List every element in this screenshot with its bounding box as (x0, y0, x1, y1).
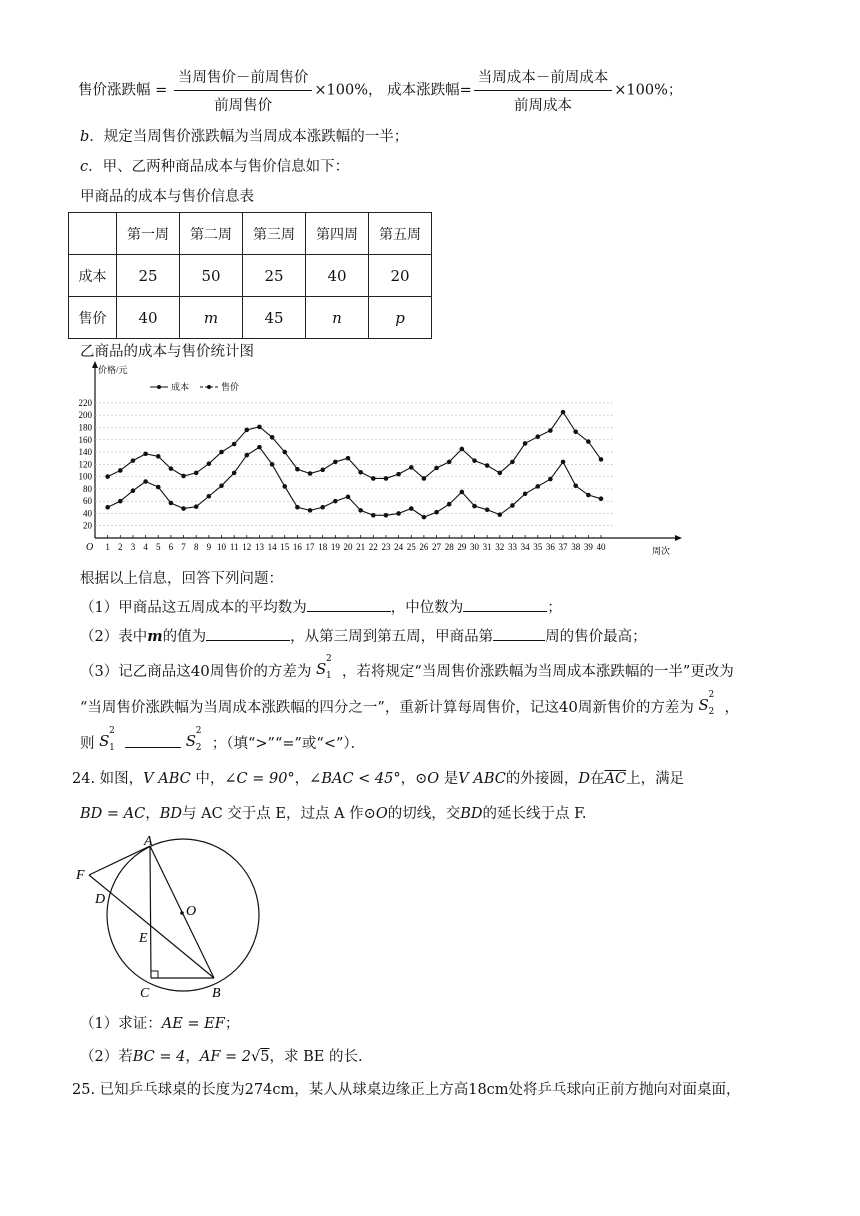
data-point (181, 506, 186, 511)
data-point (396, 511, 401, 516)
ratio-formula: 售价涨跌幅 = $\frac{\text{当周售价－前周售价}}{\text{前周售价}}$ ×100%， 成本涨跌幅= $\frac{\text{当周成本－前周成本}}{\text{前周成本}}$ ×100%； (78, 66, 682, 115)
y-tick-label: 140 (78, 447, 92, 458)
data-point (599, 457, 604, 462)
intro: 根据以上信息，回答下列问题： (80, 571, 283, 587)
answer-blank[interactable] (307, 611, 391, 612)
x-tick-label: 30 (470, 542, 479, 552)
x-tick-label: 4 (143, 542, 148, 552)
chart-title: 乙商品的成本与售价统计图 (80, 344, 254, 360)
data-point (434, 510, 439, 515)
variance-s1: S 2 1 (99, 726, 115, 753)
series-line-price (108, 412, 601, 478)
data-point (282, 450, 287, 455)
data-point (358, 508, 363, 513)
data-point (573, 484, 578, 489)
data-point (586, 493, 591, 498)
price-denominator: 前周售价 (214, 98, 273, 114)
table-cell: 第四周 (306, 213, 369, 255)
data-point (485, 463, 490, 468)
x-tick-label: 20 (343, 542, 353, 552)
x-tick-label: 26 (419, 542, 429, 552)
data-point (169, 501, 174, 506)
sqrt-5: √5 (251, 1049, 270, 1065)
data-point (105, 505, 110, 510)
data-point (219, 484, 224, 489)
data-point (371, 476, 376, 481)
variance-s2: S 2 2 (698, 690, 715, 717)
data-point (295, 467, 300, 472)
data-point (396, 472, 401, 477)
x-tick-label: 37 (558, 542, 568, 552)
table-cell (69, 213, 117, 255)
y-tick-label: 60 (83, 496, 92, 507)
data-point (498, 471, 503, 476)
answer-blank[interactable] (493, 640, 545, 641)
x-tick-label: 32 (495, 542, 505, 552)
cost-numerator: 当周成本－前周成本 (474, 66, 613, 91)
x-tick-label: 24 (394, 542, 404, 552)
x-axis-arrow (675, 535, 682, 541)
x-tick-label: 38 (571, 542, 581, 552)
x-tick-label: 21 (356, 542, 366, 552)
data-point (118, 468, 123, 473)
data-point (548, 477, 553, 482)
data-point (118, 499, 123, 504)
y-tick-label: 160 (78, 434, 92, 445)
table-cell: 第一周 (117, 213, 180, 255)
data-point (207, 461, 212, 466)
data-point (333, 499, 338, 504)
x-tick-label: 5 (156, 542, 161, 552)
x-tick-label: 9 (206, 542, 212, 552)
data-point (371, 513, 376, 518)
y-tick-label: 120 (78, 459, 92, 470)
y-tick-label: 220 (78, 397, 92, 408)
right-angle-mark (151, 971, 158, 978)
data-point (472, 504, 477, 509)
problem-24-q2: （2）若BC = 4，AF = 2√5，求 BE 的长. (80, 1049, 363, 1065)
table-row (69, 297, 432, 339)
center-point (180, 911, 184, 915)
data-point (169, 466, 174, 471)
label-f: F (76, 868, 85, 883)
y-axis-label: 价格/元 (98, 365, 128, 375)
label-e: E (139, 931, 148, 946)
x-tick-label: 19 (330, 542, 340, 552)
data-point (561, 460, 566, 465)
data-point (105, 474, 110, 479)
data-point (523, 491, 528, 496)
legend-label: 售价 (221, 382, 240, 392)
question-2: （2）表中m的值为 ，从第三周到第五周，甲商品第 周的售价最高； (80, 628, 647, 645)
percent-factor-2: ×100% (614, 82, 668, 99)
table-cell: p (369, 297, 432, 339)
cost-change-label: 成本涨跌幅= (387, 82, 472, 99)
x-tick-label: 29 (457, 542, 467, 552)
x-tick-label: 3 (130, 542, 136, 552)
data-point (156, 485, 161, 490)
data-point (422, 476, 427, 481)
question-3-line3: 则 S 2 1 S 2 2 ；（填“>”“=”或“<”）． (80, 726, 366, 753)
data-point (131, 458, 136, 463)
x-tick-label: 28 (444, 542, 454, 552)
series-line-cost (108, 447, 601, 517)
data-point (194, 504, 199, 509)
data-point (447, 502, 452, 507)
x-tick-label: 8 (193, 542, 199, 552)
data-point (346, 495, 351, 500)
data-point (498, 512, 503, 517)
data-point (308, 508, 313, 513)
y-tick-label: 80 (83, 483, 92, 494)
item-b: b．规定当周售价涨跌幅为当周成本涨跌幅的一半； (80, 129, 409, 145)
answer-blank[interactable] (206, 640, 290, 641)
data-point (257, 425, 262, 430)
data-point (232, 442, 237, 447)
data-point (308, 471, 313, 476)
x-tick-label: 10 (217, 542, 226, 552)
table-header-row (69, 213, 432, 255)
x-tick-label: 14 (267, 542, 277, 552)
data-point (472, 458, 477, 463)
question-3-line2: “当周售价涨跌幅为当周成本涨跌幅的四分之一”，重新计算每周售价，记这40周新售价的方差为 S 2 2 ， (80, 690, 740, 717)
table-cell: 50 (180, 255, 243, 297)
question-1: （1）甲商品这五周成本的平均数为 ，中位数为 ； (80, 600, 562, 616)
label-b: B (212, 986, 221, 1001)
label-o: O (186, 904, 197, 919)
geometry-figure (70, 835, 270, 1005)
arc-ac: $\overline{AC}$ (604, 771, 627, 787)
y-tick-label: 180 (78, 422, 92, 433)
table-cell: 40 (306, 255, 369, 297)
data-point (219, 450, 224, 455)
data-point (320, 505, 325, 510)
table-title: 甲商品的成本与售价信息表 (80, 189, 254, 205)
data-point (245, 428, 250, 433)
price-numerator: 当周售价－前周售价 (174, 66, 313, 91)
x-tick-label: 13 (254, 542, 264, 552)
tangent-af (89, 846, 150, 875)
label-c: C (140, 986, 150, 1001)
data-point (384, 476, 389, 481)
price-chart (70, 360, 690, 560)
x-tick-label: 11 (229, 542, 239, 552)
data-point (358, 470, 363, 475)
label-a: A (144, 835, 153, 849)
data-point (460, 490, 465, 495)
data-point (384, 513, 389, 518)
data-point (295, 505, 300, 510)
x-tick-label: 7 (181, 542, 186, 552)
data-point (207, 494, 212, 499)
x-tick-label: 12 (242, 542, 252, 552)
x-tick-label: 18 (318, 542, 328, 552)
data-point (561, 410, 566, 415)
data-point (156, 454, 161, 459)
table-cell: n (306, 297, 369, 339)
table-row (69, 255, 432, 297)
data-point (270, 462, 275, 467)
x-tick-label: 16 (292, 542, 302, 552)
y-tick-label: 100 (78, 471, 92, 482)
cost-denominator: 前周成本 (514, 98, 572, 114)
y-tick-label: 40 (83, 508, 92, 519)
problem-24-line2: BD = AC，BD与 AC 交于点 E，过点 A 作⊙O的切线，交BD的延长线于点 F. (80, 806, 587, 822)
data-point (270, 435, 275, 440)
data-point (510, 460, 515, 465)
x-tick-label: 2 (118, 542, 123, 552)
data-point (535, 484, 540, 489)
x-tick-label: 25 (406, 542, 416, 552)
cost-fraction (474, 66, 613, 115)
origin-label: O (86, 542, 94, 553)
variance-s2: S 2 2 (185, 726, 202, 753)
x-tick-label: 6 (168, 542, 174, 552)
item-c: c．甲、乙两种商品成本与售价信息如下： (80, 159, 350, 175)
data-point (409, 465, 414, 470)
data-point (523, 441, 528, 446)
data-point (245, 453, 250, 458)
problem-24-q1: （1）求证：AE = EF； (80, 1016, 240, 1032)
data-point (131, 488, 136, 493)
legend-marker (157, 385, 161, 389)
data-point (447, 460, 452, 465)
x-tick-label: 17 (305, 542, 315, 552)
x-tick-label: 22 (368, 542, 378, 552)
y-tick-label: 200 (78, 410, 92, 421)
x-tick-label: 36 (545, 542, 555, 552)
answer-blank[interactable] (463, 611, 547, 612)
x-tick-label: 1 (105, 542, 110, 552)
data-point (409, 506, 414, 511)
table-cell: m (180, 297, 243, 339)
data-point (181, 474, 186, 479)
table-cell: 25 (243, 255, 306, 297)
x-tick-label: 33 (507, 542, 517, 552)
x-tick-label: 35 (533, 542, 543, 552)
table-cell: 第二周 (180, 213, 243, 255)
data-point (535, 434, 540, 439)
table-cell: 第三周 (243, 213, 306, 255)
data-point (599, 496, 604, 501)
data-point (257, 445, 262, 450)
table-cell: 成本 (69, 255, 117, 297)
legend-marker (207, 385, 211, 389)
x-tick-label: 34 (520, 542, 530, 552)
table-cell: 45 (243, 297, 306, 339)
data-point (194, 471, 199, 476)
table-cell: 40 (117, 297, 180, 339)
price-change-label: 售价涨跌幅 (78, 82, 151, 99)
data-point (573, 429, 578, 434)
x-axis-label: 周次 (652, 546, 671, 556)
percent-factor: ×100% (314, 82, 368, 99)
data-point (282, 484, 287, 489)
question-3-line1: （3）记乙商品这40周售价的方差为 S 2 1 ，若将规定“当周售价涨跌幅为当周成本涨跌幅的一半”更改为 (80, 654, 734, 681)
price-fraction (174, 66, 313, 115)
table-cell: 20 (369, 255, 432, 297)
problem-24-line1: 24. 如图，V ABC 中，∠C = 90°，∠BAC < 45°，⊙O 是V ABC的外接圆，D在$\overline{AC}$上，满足 (72, 771, 685, 787)
x-tick-label: 23 (381, 542, 391, 552)
data-point (460, 447, 465, 452)
segment-ac (150, 846, 151, 978)
info-table (68, 212, 432, 339)
table-cell: 25 (117, 255, 180, 297)
data-point (143, 452, 148, 457)
table-cell: 售价 (69, 297, 117, 339)
data-point (485, 507, 490, 512)
data-point (346, 456, 351, 461)
data-point (333, 460, 338, 465)
data-point (143, 479, 148, 484)
x-tick-label: 31 (482, 542, 492, 552)
data-point (548, 428, 553, 433)
data-point (434, 466, 439, 471)
variance-s1: S 2 1 (315, 654, 332, 681)
legend-label: 成本 (171, 382, 190, 392)
data-point (232, 471, 237, 476)
data-point (510, 503, 515, 508)
x-tick-label: 40 (596, 542, 606, 552)
label-d: D (95, 892, 106, 907)
x-tick-label: 15 (280, 542, 290, 552)
y-tick-label: 20 (83, 520, 92, 531)
data-point (422, 515, 427, 520)
answer-blank[interactable] (125, 747, 181, 748)
x-tick-label: 39 (583, 542, 593, 552)
data-point (586, 439, 591, 444)
table-cell: 第五周 (369, 213, 432, 255)
problem-25: 25. 已知乒乓球桌的长度为274cm，某人从球桌边缘正上方高18cm处将乒乓球向正前方抛向对面桌面， (72, 1082, 741, 1098)
data-point (320, 468, 325, 473)
x-tick-label: 27 (432, 542, 442, 552)
